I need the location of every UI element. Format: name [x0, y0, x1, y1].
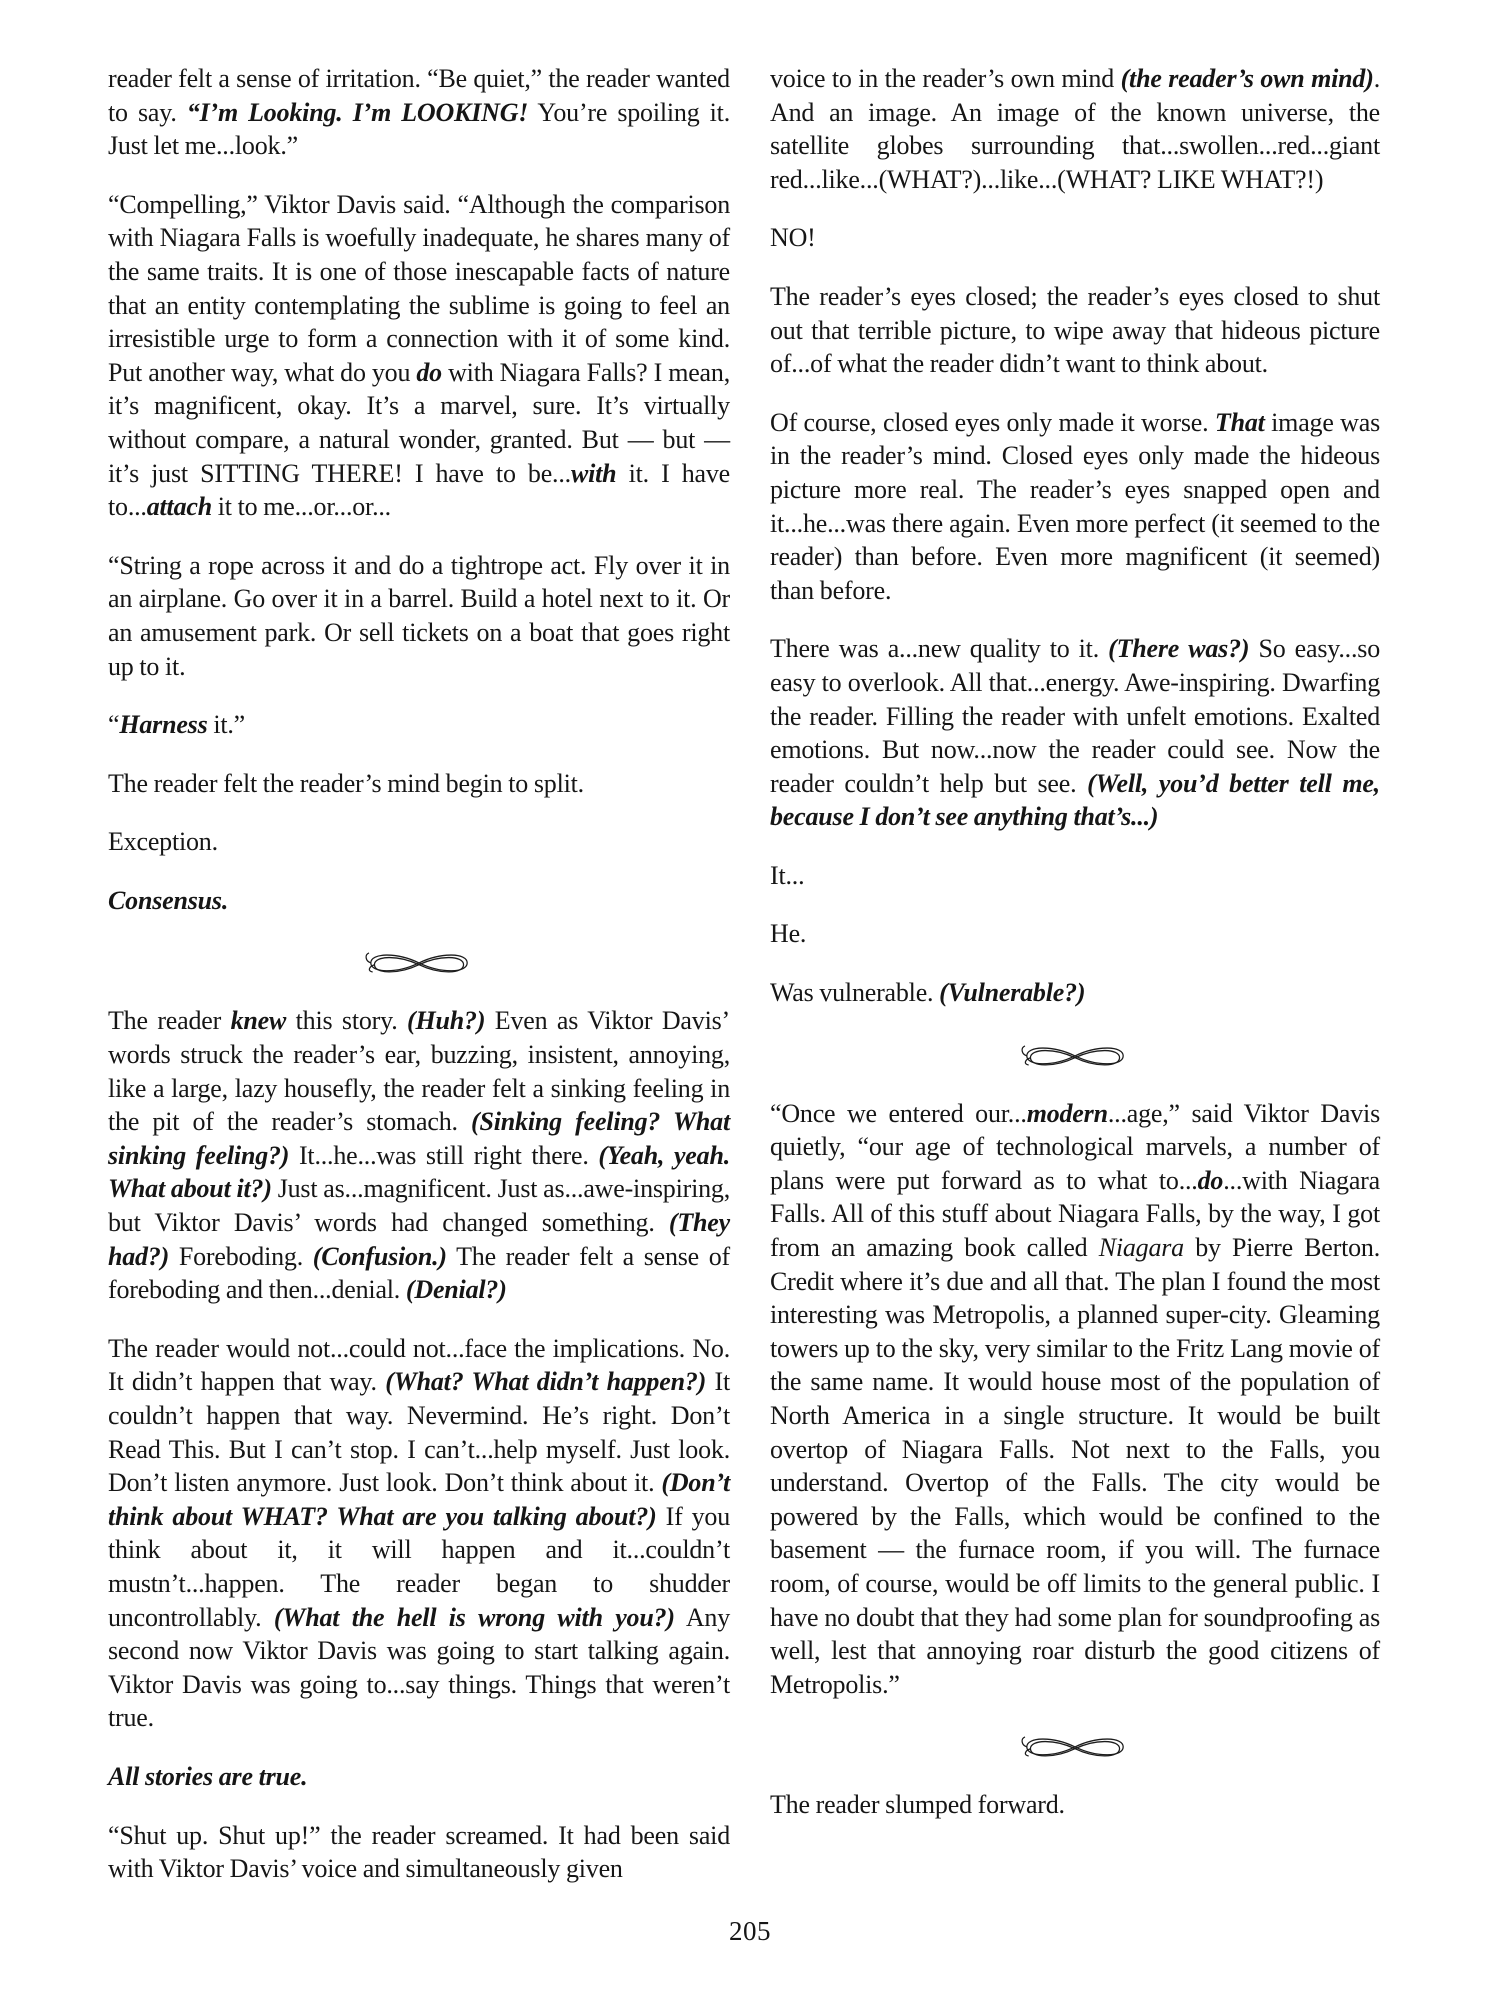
paragraph: He.	[770, 919, 807, 949]
column-left	[108, 62, 730, 1911]
paragraph: “String a rope across it and do a tightrope act. Fly over it in an airplane. Go over it in a barrel. Build a hotel next to it. Or an amusement park. Or sell tickets on a boat that goes right up to it.	[108, 550, 730, 681]
emphasis-text: (Huh?)	[407, 1006, 486, 1036]
paragraph: NO!	[770, 223, 816, 253]
emphasis-text: knew	[230, 1006, 287, 1036]
paragraph: voice to in the reader’s own mind (the reader’s own mind). And an image. An image of the known universe, the satellite globes surrounding that...swollen...red...giant red...like...(WHAT?)...like...(WHAT? LIKE WHAT?!)	[770, 64, 1380, 194]
flourish-ornament	[108, 942, 730, 982]
paragraph: There was a...new quality to it. (There was?) So easy...so easy to overlook. All that...energy. Awe-inspiring. Dwarfing the reader. Filling the reader with unfelt emotions. Exalted emotions. But now...now the reader could see. Now the reader couldn’t help but see. (Well, you’d better tell me, because I don’t see anything that’s...)	[770, 634, 1381, 832]
infinity-flourish-icon	[359, 942, 479, 982]
paragraph: The reader slumped forward.	[770, 1790, 1065, 1820]
emphasis-text: (the reader’s own mind)	[1120, 64, 1374, 93]
emphasis-text: modern	[1026, 1098, 1108, 1128]
paragraph: reader felt a sense of irritation. “Be quiet,” the reader wanted to say. “I’m Looking. I’m LOOKING! You’re spoiling it. Just let me...look.”	[108, 64, 731, 161]
paragraph: The reader felt the reader’s mind begin to split.	[108, 768, 584, 798]
paragraph	[108, 884, 730, 918]
emphasis-text: (Denial?)	[405, 1275, 507, 1305]
paragraph: It...	[770, 860, 805, 890]
paragraph	[108, 1760, 730, 1794]
emphasis-text: (Sinking feeling? What sinking feeling?)	[108, 1107, 730, 1170]
emphasis-text: attach	[146, 492, 212, 522]
emphasis-text: do	[416, 357, 442, 387]
emphasis-text: (What the hell is wrong with you?)	[273, 1602, 675, 1632]
paragraph: The reader would not...could not...face the implications. No. It didn’t happen that way. (What? What didn’t happen?) It couldn’t happen that way. Nevermind. He’s right. Don’t Read This. But I can’t stop. I can’t...help myself. Just look. Don’t listen anymore. Just look. Don’t think about it. (Don’t think about WHAT? What are you talking about?) If you think about it, it will happen and it...couldn’t mustn’t...happen. The reader began to shudder uncontrollably. (What the hell is wrong with you?) Any second now Viktor Davis was going to start talking again. Viktor Davis was going to...say things. Things that weren’t true.	[108, 1333, 731, 1733]
emphasis-text: (There was?)	[1108, 634, 1250, 664]
paragraph: Of course, closed eyes only made it worse. That image was in the reader’s mind. Closed eyes only made the hideous picture more real. The reader’s eyes snapped open and it...he...was there again. Even more perfect (it seemed to the reader) than before. Even more magnificent (it seemed) than before.	[770, 407, 1380, 605]
page-number: 205	[729, 1916, 771, 1946]
emphasis-text: (What? What didn’t happen?)	[385, 1367, 707, 1397]
emphasis-text: (Confusion.)	[312, 1241, 447, 1271]
italic-text: Niagara	[1098, 1233, 1184, 1263]
emphasis-text: (Well, you’d better tell me, because I don’t see anything that’s...)	[770, 768, 1380, 832]
paragraph: The reader knew this story. (Huh?) Even as Viktor Davis’ words struck the reader’s ear, buzzing, insistent, annoying, like a large, lazy housefly, the reader felt a sinking feeling in the pit of the reader’s stomach. (Sinking feeling? What sinking feeling?) It...he...was still right there. (Yeah, yeah. What about it?) Just as...magnificent. Just as...awe-inspiring, but Viktor Davis’ words had changed something. (They had?) Foreboding. (Confusion.) The reader felt a sense of foreboding and then...denial. (Denial?)	[108, 1006, 731, 1305]
paragraph: The reader’s eyes closed; the reader’s eyes closed to shut out that terrible picture, to wipe away that hideous picture of...of what the reader didn’t want to think about.	[770, 281, 1380, 379]
emphasis-text: (Yeah, yeah. What about it?)	[108, 1140, 731, 1204]
infinity-flourish-icon	[1015, 1035, 1135, 1075]
emphasis-text: (Don’t think about WHAT? What are you talking about?)	[108, 1468, 730, 1531]
flourish-ornament	[770, 1726, 1380, 1766]
paragraph: “Compelling,” Viktor Davis said. “Although the comparison with Niagara Falls is woefully inadequate, he shares many of the same traits. It is one of those inescapable facts of nature that an entity contemplating the sublime is going to feel an irresistible urge to form a connection with it of some kind. Put another way, what do you do with Niagara Falls? I mean, it’s magnificent, okay. It’s a marvel, sure. It’s virtually without compare, a natural wonder, granted. But — but — it’s just SITTING THERE! I have to be...with it. I have to...attach it to me...or...or...	[108, 189, 730, 522]
paragraph: Was vulnerable. (Vulnerable?)	[770, 978, 1086, 1008]
paragraph: “Shut up. Shut up!” the reader screamed. It had been said with Viktor Davis’ voice and simultaneously given	[108, 1820, 730, 1884]
emphasis-text: do	[1197, 1165, 1224, 1195]
emphasis-text: Harness	[119, 710, 208, 740]
column-right	[770, 62, 1380, 1847]
emphasis-text: All stories are true.	[108, 1761, 308, 1791]
emphasis-text: (They had?)	[108, 1208, 730, 1271]
emphasis-text: with	[570, 458, 617, 488]
emphasis-text: That	[1214, 407, 1265, 437]
paragraph: “Harness it.”	[108, 710, 246, 740]
emphasis-text: (Vulnerable?)	[939, 978, 1086, 1008]
flourish-ornament	[770, 1035, 1380, 1075]
emphasis-text: “I’m Looking. I’m LOOKING!	[186, 97, 529, 127]
paragraph: “Once we entered our...modern...age,” said Viktor Davis quietly, “our age of technological marvels, a number of plans were put forward as to what to...do...with Niagara Falls. All of this stuff about Niagara Falls, by the way, I got from an amazing book called Niagara by Pierre Berton. Credit where it’s due and all that. The plan I found the most interesting was Metropolis, a planned super-city. Gleaming towers up to the sky, very similar to the Fritz Lang movie of the same name. It would house most of the population of North America in a single structure. It would be built overtop of Niagara Falls. Not next to the Falls, you understand. Overtop of the Falls. The city would be powered by the Falls, which would be confined to the basement — the furnace room, if you will. The furnace room, of course, would be off limits to the general public. I have no doubt that they had some plan for soundproofing as well, lest that annoying roar disturb the good citizens of Metropolis.”	[770, 1098, 1380, 1699]
emphasis-text: Consensus.	[108, 885, 229, 915]
paragraph: Exception.	[108, 827, 218, 857]
infinity-flourish-icon	[1015, 1726, 1135, 1766]
